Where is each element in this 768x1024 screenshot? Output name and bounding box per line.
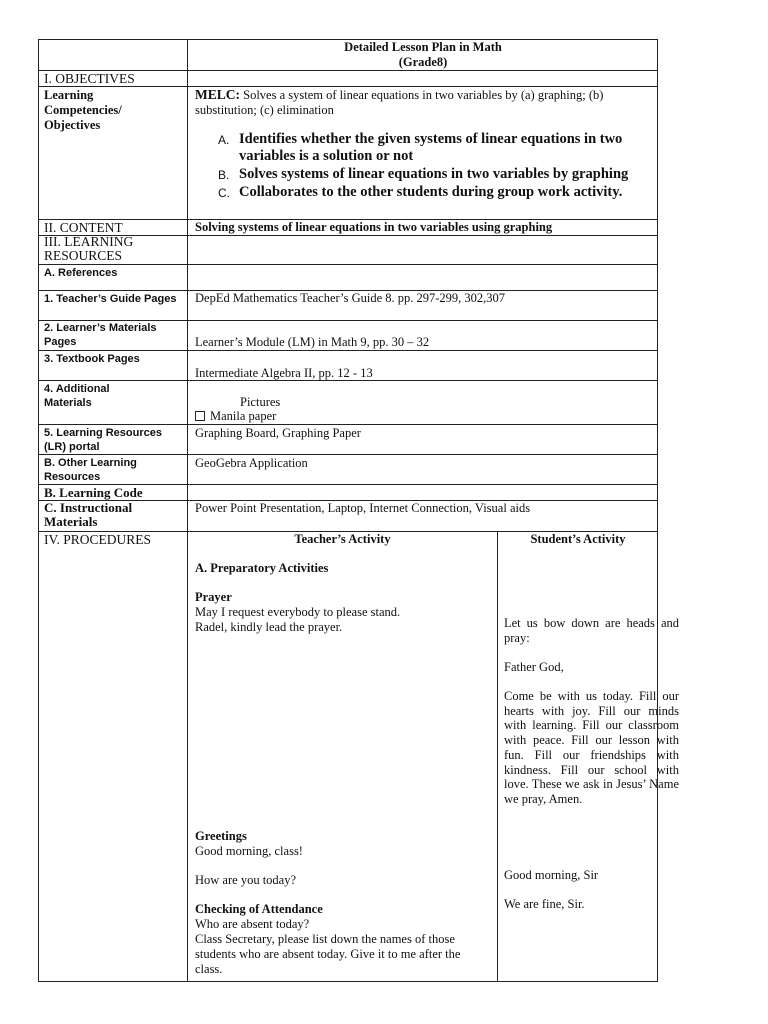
resource-value: Graphing Board, Graphing Paper xyxy=(195,426,361,440)
objective-letter: A. xyxy=(218,133,230,147)
resource-value: Learner’s Module (LM) in Math 9, pp. 30 – 32 xyxy=(195,335,430,349)
instructional-materials-value: Power Point Presentation, Laptop, Internet Connection, Visual aids xyxy=(195,501,531,515)
greetings-heading: Greetings xyxy=(195,829,247,843)
preparatory-heading: A. Preparatory Activities xyxy=(195,561,329,575)
student-greeting: Good morning, Sir xyxy=(504,868,599,882)
resource-label: 3. Textbook Pages xyxy=(44,353,140,365)
objective-text: Solves systems of linear equations in two variables by graphing xyxy=(239,166,629,182)
section-objectives: I. OBJECTIVES xyxy=(44,71,135,86)
objective-letter: B. xyxy=(218,168,230,182)
objectives-list xyxy=(218,131,658,202)
checkbox-icon xyxy=(195,411,205,421)
section-learning-resources: III. LEARNING RESOURCES xyxy=(44,234,134,263)
resource-label: B. Other Learning Resources xyxy=(44,457,137,483)
attendance-text: Class Secretary, please list down the names of those students who are absent today. Give it to me after the class. xyxy=(195,932,461,976)
prayer-line-1: May I request everybody to please stand. xyxy=(195,605,401,619)
objective-letter: C. xyxy=(218,186,230,200)
section-procedures: IV. PROCEDURES xyxy=(44,532,152,547)
row-divider xyxy=(38,454,658,455)
resource-value-2: Manila paper xyxy=(210,409,277,423)
document-grade: (Grade8) xyxy=(398,55,448,69)
objective-item xyxy=(218,166,658,183)
learning-code-label: B. Learning Code xyxy=(44,485,143,500)
teacher-activity-header: Teacher’s Activity xyxy=(294,532,391,546)
attendance-heading: Checking of Attendance xyxy=(195,902,323,916)
section-content: II. CONTENT xyxy=(44,220,123,235)
content-text: Solving systems of linear equations in two variables using graphing xyxy=(195,220,553,234)
prayer-line-2: Radel, kindly lead the prayer. xyxy=(195,620,343,634)
student-prayer-father: Father God, xyxy=(504,660,564,674)
resource-label: 1. Teacher’s Guide Pages xyxy=(44,293,177,305)
melc-text: Solves a system of linear equations in two variables by (a) graphing; (b) substitution; (c) elimination xyxy=(195,88,604,117)
melc-label: MELC: xyxy=(195,87,240,102)
student-prayer-body: Come be with us today. Fill our hearts with joy. Fill our minds with learning. Fill our classroom with peace. Fill our lesson with fun. Fill our friendships with kindness. Fill our school with love. These we ask in Jesus’ Name we pray, Amen. xyxy=(504,689,679,806)
objective-text: Identifies whether the given systems of linear equations in two variables is a solution or not xyxy=(239,131,623,164)
resource-label: 4. Additional Materials xyxy=(44,383,110,409)
objectives-label: Learning Competencies/ Objectives xyxy=(44,88,122,132)
document-title: Detailed Lesson Plan in Math xyxy=(344,40,502,54)
instructional-materials-label: C. Instructional Materials xyxy=(44,500,133,529)
attendance-question: Who are absent today? xyxy=(195,917,310,931)
prayer-heading: Prayer xyxy=(195,590,232,604)
row-divider xyxy=(38,424,658,425)
student-fine: We are fine, Sir. xyxy=(504,897,585,911)
row-divider xyxy=(38,264,658,265)
resource-value-checkbox-line xyxy=(195,409,276,424)
objective-item xyxy=(218,184,658,201)
resource-value: Intermediate Algebra II, pp. 12 - 13 xyxy=(195,366,373,380)
resource-value: Pictures xyxy=(240,395,281,409)
melc-statement xyxy=(195,87,655,118)
references-label: A. References xyxy=(44,267,118,279)
objective-text: Collaborates to the other students during group work activity. xyxy=(239,184,623,200)
column-divider-procedures xyxy=(497,531,498,982)
objective-item xyxy=(218,131,658,165)
resource-value: DepEd Mathematics Teacher’s Guide 8. pp. 297-299, 302,307 xyxy=(195,291,506,305)
greeting-line: Good morning, class! xyxy=(195,844,303,858)
how-are-you-line: How are you today? xyxy=(195,873,297,887)
student-prayer-intro: Let us bow down are heads and pray: xyxy=(504,616,679,645)
student-activity-header: Student’s Activity xyxy=(530,532,626,546)
resource-label: 5. Learning Resources (LR) portal xyxy=(44,427,162,453)
resource-label: 2. Learner’s Materials Pages xyxy=(44,322,157,348)
row-divider xyxy=(38,350,658,351)
resource-value: GeoGebra Application xyxy=(195,456,308,470)
column-divider-left xyxy=(187,39,188,982)
